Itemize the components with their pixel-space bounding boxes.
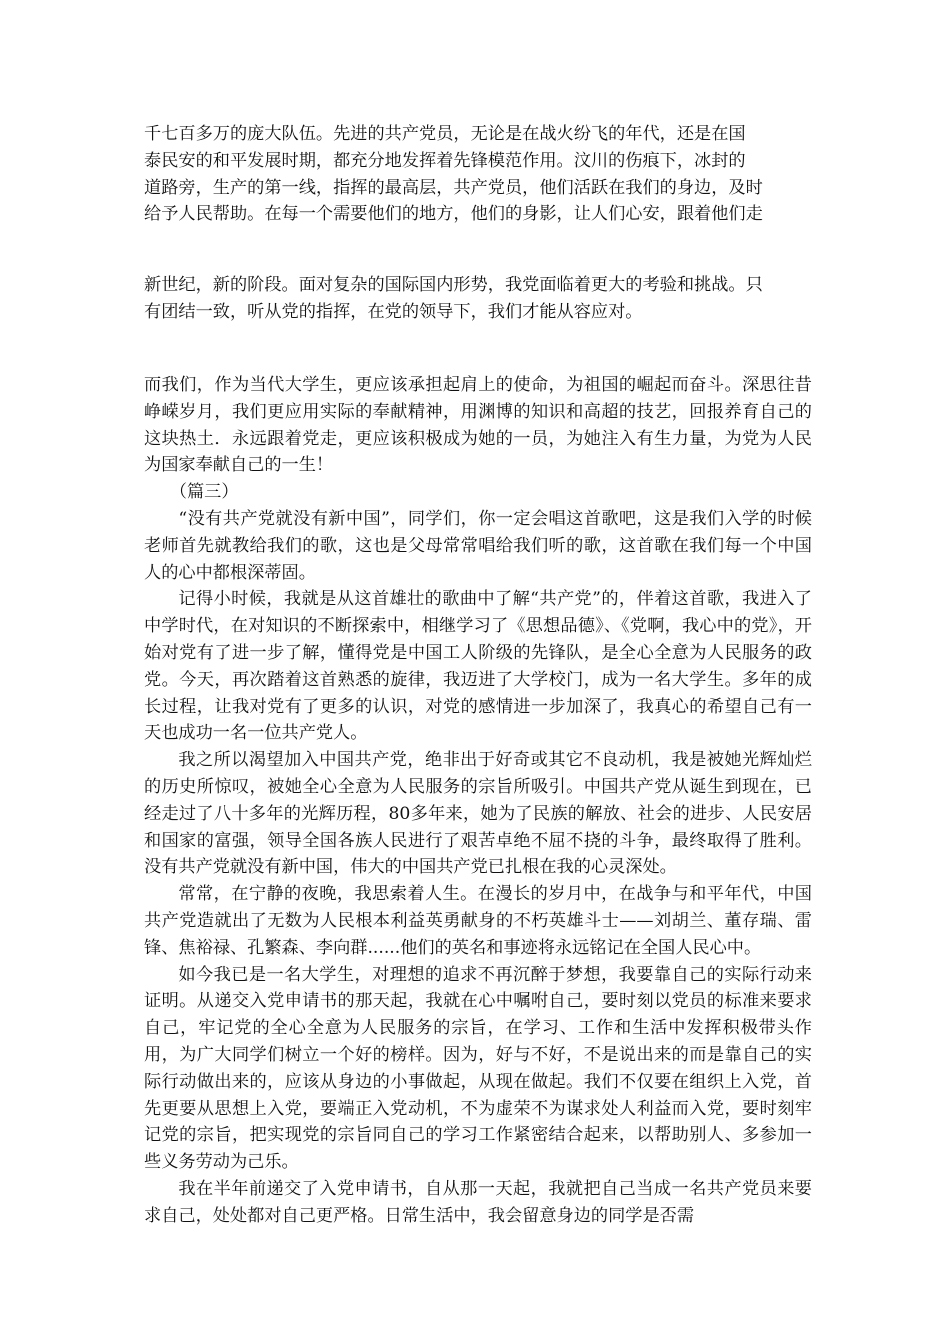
paragraph: 常常，在宁静的夜晚，我思索着人生。在漫长的岁月中，在战争与和平年代，中国共产党造就出了无数为人民根本利益英勇献身的不朽英雄斗士——刘胡兰、董存瑞、雷锋、焦裕禄、孔繁森、李向群......他们的英名和事迹将永远铭记在全国人民心中。 bbox=[144, 884, 812, 958]
text-line: 给予人民帮助。在每一个需要他们的地方，他们的身影，让人们心安，跟着他们走 bbox=[144, 204, 763, 225]
paragraph: 而我们，作为当代大学生，更应该承担起肩上的使命，为祖国的崛起而奋斗。深思往昔峥嵘岁月，我们更应用实际的奉献精神，用渊博的知识和高超的技艺，回报养育自己的这块热土．永远跟着党走，更应该积极成为她的一员，为她注入有生力量，为党为人民为国家奉献自己的一生！ bbox=[144, 375, 812, 476]
text-line: 千七百多万的庞大队伍。先进的共产党员，无论是在战火纷飞的年代，还是在国 bbox=[144, 124, 746, 144]
text-line: 有团结一致，听从党的指挥，在党的领导下，我们才能从容应对。 bbox=[144, 301, 643, 322]
paragraph: 如今我已是一名大学生，对理想的追求不再沉醉于梦想，我要靠自己的实际行动来证明。从递交入党申请书的那天起，我就在心中嘱咐自己，要时刻以党员的标准来要求自己，牢记党的全心全意为人民服务的宗旨，在学习、工作和生活中发挥积极带头作用，为广大同学们树立一个好的榜样。因为，好与不好，不是说出来的而是靠自己的实际行动做出来的，应该从身边的小事做起，从现在做起。我们不仅要在组织上入党，首先更要从思想上入党，要端正入党动机，不为虚荣不为谋求处人利益而入党，要时刻牢记党的宗旨，把实现党的宗旨同自己的学习工作紧密结合起来，以帮助别人、多参加一些义务劳动为己乐。 bbox=[144, 964, 812, 1173]
text-line: 道路旁，生产的第一线，指挥的最高层，共产党员，他们活跃在我们的身边，及时 bbox=[144, 177, 763, 198]
text-block-3 bbox=[144, 372, 812, 1230]
section-title: （篇三） bbox=[169, 482, 239, 503]
text-line: 新世纪，新的阶段。面对复杂的国际国内形势，我党面临着更大的考验和挑战。只 bbox=[144, 275, 763, 295]
text-block-2 bbox=[144, 272, 812, 326]
paragraph: 记得小时候，我就是从这首雄壮的歌曲中了解“共产党”的，伴着这首歌，我进入了中学时代，在对知识的不断探索中，相继学习了《思想品德》、《党啊，我心中的党》，开始对党有了进一步了解，懂得党是中国工人阶级的先锋队，是全心全意为人民服务的政党。今天，再次踏着这首熟悉的旋律，我迈进了大学校门，成为一名大学生。多年的成长过程，让我对党有了更多的认识，对党的感情进一步加深了，我真心的希望自己有一天也成功一名一位共产党人。 bbox=[144, 589, 812, 744]
text-block-1 bbox=[144, 121, 812, 228]
paragraph: “没有共产党就没有新中国”，同学们，你一定会唱这首歌吧，这是我们入学的时候老师首先就教给我们的歌，这也是父母常常唱给我们听的歌，这首歌在我们每一个中国人的心中都根深蒂固。 bbox=[144, 508, 812, 583]
paragraph: 我之所以渴望加入中国共产党，绝非出于好奇或其它不良动机，我是被她光辉灿烂的历史所惊叹，被她全心全意为人民服务的宗旨所吸引。中国共产党从诞生到现在，已经走过了八十多年的光辉历程，80多年来，她为了民族的解放、社会的进步、人民安居和国家的富强，领导全国各族人民进行了艰苦卓绝不屈不挠的斗争，最终取得了胜利。没有共产党就没有新中国，伟大的中国共产党已扎根在我的心灵深处。 bbox=[144, 750, 812, 878]
text-line: 泰民安的和平发展时期，都充分地发挥着先锋模范作用。汶川的伤痕下，冰封的 bbox=[144, 150, 746, 171]
paragraph: 我在半年前递交了入党申请书，自从那一天起，我就把自己当成一名共产党员来要求自己，处处都对自己更严格。日常生活中，我会留意身边的同学是否需 bbox=[144, 1178, 812, 1226]
